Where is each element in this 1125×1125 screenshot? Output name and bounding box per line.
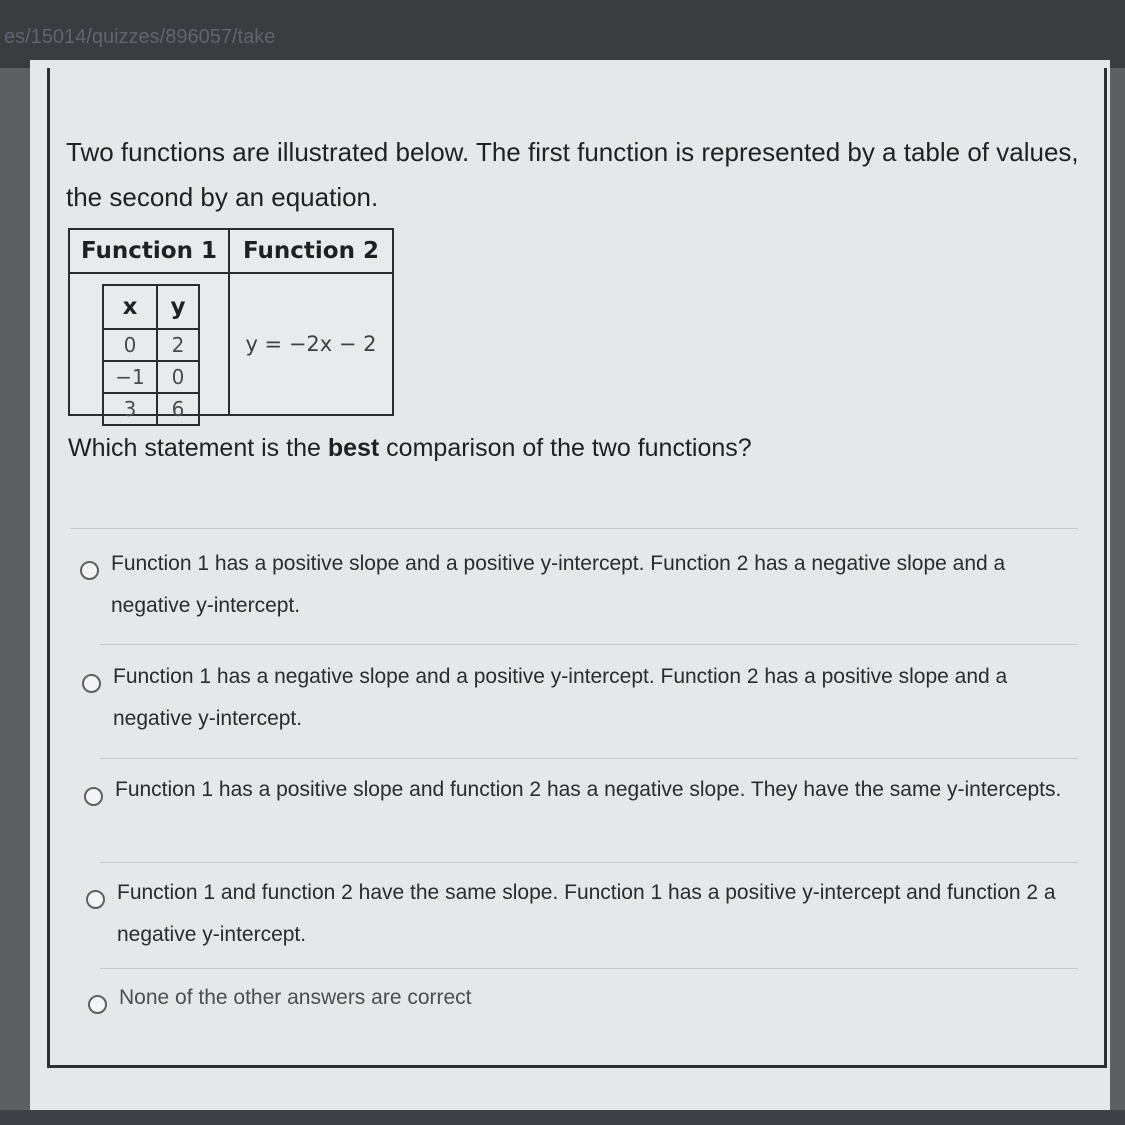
prompt-before: Which statement is the: [68, 434, 328, 462]
radio-button[interactable]: [82, 674, 101, 693]
table-row: [103, 393, 199, 425]
answer-label: Function 1 and function 2 have the same slope. Function 1 has a positive y-intercept and function 2 a negative y-intercept.: [117, 881, 1056, 946]
answer-option-5[interactable]: [88, 987, 1068, 1019]
answer-label: None of the other answers are correct: [119, 986, 472, 1009]
function-2-equation: y = −2x − 2: [245, 332, 377, 356]
prompt-after: comparison of the two functions?: [379, 434, 752, 462]
radio-button[interactable]: [88, 995, 107, 1014]
answer-label: Function 1 has a positive slope and function 2 has a negative slope. They have the same y-intercepts.: [115, 778, 1062, 801]
y-value: 2: [157, 329, 199, 361]
answer-label: Function 1 has a positive slope and a positive y-intercept. Function 2 has a negative slope and a negative y-intercept.: [111, 552, 1006, 617]
radio-button[interactable]: [84, 787, 103, 806]
divider: [100, 862, 1078, 863]
table-row: [103, 361, 199, 393]
y-value: 6: [157, 393, 199, 425]
answer-option-2[interactable]: [82, 666, 1062, 740]
divider: [100, 758, 1078, 759]
function-2-header: Function 2: [229, 229, 393, 273]
functions-table: [68, 228, 394, 421]
answer-option-4[interactable]: [86, 882, 1066, 956]
browser-topbar: [0, 0, 1125, 68]
bottom-strip: [0, 1110, 1125, 1125]
answer-option-3[interactable]: [84, 779, 1064, 811]
x-value: 0: [103, 329, 157, 361]
x-value: −1: [103, 361, 157, 393]
answer-label: Function 1 has a negative slope and a positive y-intercept. Function 2 has a positive slope and a negative y-intercept.: [113, 665, 1008, 730]
function-1-header: Function 1: [69, 229, 229, 273]
col-y-header: y: [157, 285, 199, 329]
radio-button[interactable]: [86, 890, 105, 909]
table-row: [103, 329, 199, 361]
divider: [100, 968, 1078, 969]
question-text: Two functions are illustrated below. The first function is represented by a table of values, the second by an equation.: [66, 137, 1079, 212]
radio-button[interactable]: [80, 561, 99, 580]
x-value: 3: [103, 393, 157, 425]
url-text: es/15014/quizzes/896057/take: [4, 26, 276, 48]
prompt-bold: best: [327, 434, 380, 462]
divider: [70, 528, 1078, 529]
prompt-text: [68, 434, 752, 463]
function-2-cell: [229, 273, 393, 415]
values-table: [102, 284, 200, 426]
y-value: 0: [157, 361, 199, 393]
col-x-header: x: [103, 285, 157, 329]
function-1-cell: [69, 273, 229, 421]
divider: [100, 644, 1078, 645]
answer-option-1[interactable]: [80, 553, 1060, 627]
